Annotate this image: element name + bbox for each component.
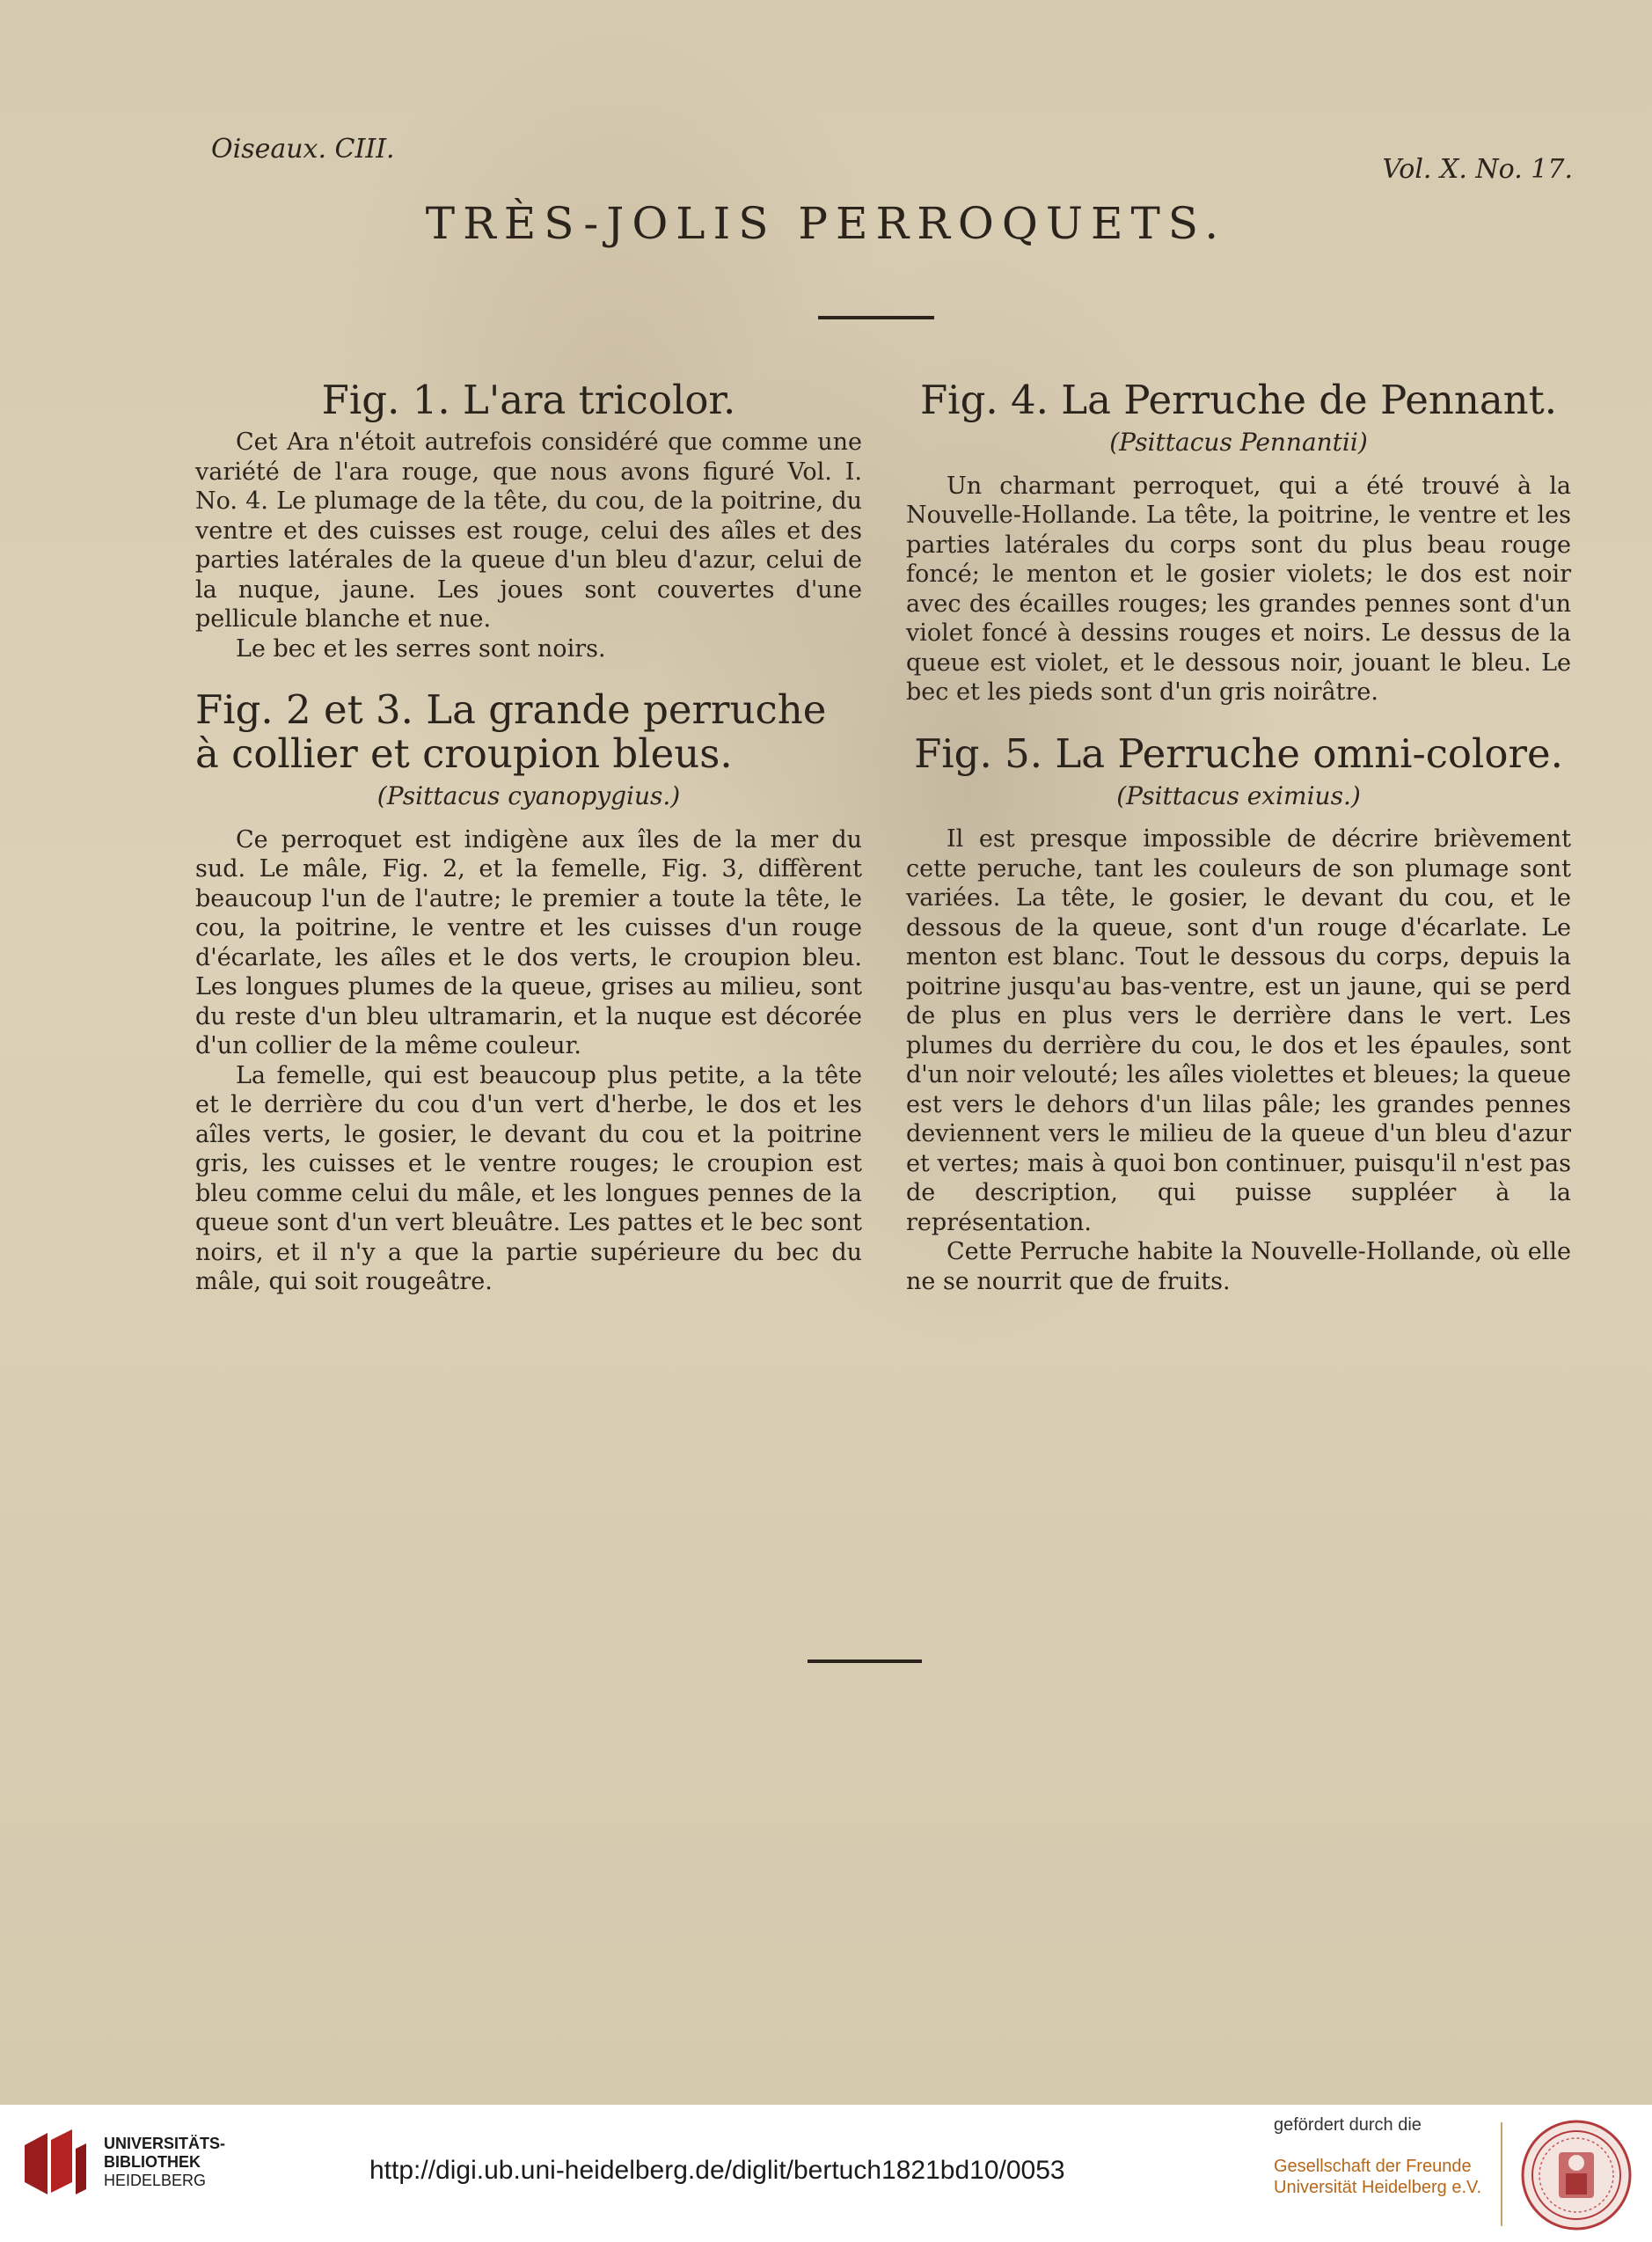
sponsor-name[interactable] [1274, 2156, 1481, 2198]
fig1-heading: Fig. 1. L'ara tricolor. [321, 377, 736, 423]
library-name-line2: BIBLIOTHEK [104, 2153, 201, 2171]
library-name-line1: UNIVERSITÄTS- [104, 2135, 226, 2152]
fig4-heading: Fig. 4. La Perruche de Pennant. [919, 377, 1558, 423]
section-label: Oiseaux. CIII. [211, 134, 395, 165]
footer-separator [1501, 2122, 1502, 2226]
fig23-paragraph: Ce perroquet est indigène aux îles de la mer du sud. Le mâle, Fig. 2, et la femelle, Fig. 3, diffèrent beaucoup l'un de l'autre; le premier a toute la tête, le cou, la poitrine, le ventre et les cuisses d'un rouge d'écarlate, les aîles et le dos verts, le croupion bleu. Les longues plumes de la queue, grises au milieu, sont du reste d'un bleu ultramarin, et la nuque est décorée d'un collier de la même couleur. [195, 825, 862, 1059]
fig23-latin-name: (Psittacus cyanopygius.) [376, 781, 681, 810]
page-title: TRÈS-JOLIS PERROQUETS. [425, 198, 1227, 249]
library-name-line3: HEIDELBERG [104, 2172, 207, 2189]
volume-number: Vol. X. No. 17. [1382, 154, 1573, 185]
fig4-paragraph: Un charmant perroquet, qui a été trouvé à la Nouvelle-Hollande. La tête, la poitrine, le ventre et les parties latérales du corps sont du plus beau rouge foncé; le menton et le gosier violets; le dos est noir avec des écailles rouges; les grandes pennes sont d'un violet foncé à dessins rouges et noirs. Le dessus de la queue est violet, et le dessous noir, jouant le bleu. Le bec et les pieds sont d'un gris noirâtre. [906, 472, 1571, 706]
sponsor-line2: Universität Heidelberg e.V. [1274, 2178, 1482, 2197]
library-name[interactable] [104, 2135, 225, 2190]
right-column [906, 370, 1571, 1296]
fig23-paragraph-2: La femelle, qui est beaucoup plus petite, a la tête et le derrière du cou d'un vert d'herbe, le dos et les aîles verts, le gosier, le devant du cou et la poitrine gris, les cuisses et le ventre rouges; le croupion est bleu comme celui du mâle, et les longues pennes de la queue sont d'un vert bleuâtre. Les pattes et le bec sont noirs, et il n'y a que la partie supérieure du bec du mâle, qui soit rougeâtre. [195, 1061, 862, 1295]
fig4-latin-name: (Psittacus Pennantii) [1109, 428, 1368, 457]
title-divider [818, 316, 934, 319]
university-seal-icon [1520, 2119, 1633, 2231]
left-column [195, 370, 862, 1297]
university-library-logo-icon[interactable] [18, 2128, 90, 2200]
permalink-url[interactable]: http://digi.ub.uni-heidelberg.de/diglit/bertuch1821bd10/0053 [369, 2156, 1065, 2185]
end-divider [808, 1660, 922, 1663]
fig23-heading: Fig. 2 et 3. La grande perruche à collier et croupion bleus. [195, 686, 827, 777]
fig5-paragraph: Il est presque impossible de décrire brièvement cette peruche, tant les couleurs de son plumage sont variées. La tête, le gosier, le devant du cou, et le dessous de la queue, sont d'un rouge d'écarlate. Le menton est blanc. Tout le dessous du corps, depuis la poitrine jusqu'au bas-ventre, est un jaune, qui se perd de plus en plus vers le derrière dans le vert. Les plumes du derrière du cou, le dos et les épaules, sont d'un noir velouté; les aîles violettes et bleues; la queue est vers le dehors d'un lilas pâle; les grandes pennes deviennent vers le milieu de la queue d'un bleu d'azur et vertes; mais à quoi bon continuer, puisqu'il n'est pas de description, qui puisse suppléer à la représentation. [906, 825, 1571, 1236]
footer-bar [0, 2105, 1652, 2242]
fig1-paragraph-2: Le bec et les serres sont noirs. [236, 634, 606, 663]
fig5-heading: Fig. 5. La Perruche omni-colore. [914, 729, 1563, 777]
fig5-paragraph-2: Cette Perruche habite la Nouvelle-Hollande, où elle ne se nourrit que de fruits. [906, 1238, 1571, 1295]
sponsor-prefix: gefördert durch die [1274, 2115, 1422, 2135]
fig1-paragraph: Cet Ara n'étoit autrefois considéré que comme une variété de l'ara rouge, que nous avons figuré Vol. I. No. 4. Le plumage de la tête, du cou, de la poitrine, du ventre et des cuisses est rouge, celui des aîles et des parties latérales de la queue d'un bleu d'azur, celui de la nuque, jaune. Les joues sont couvertes d'une pellicule blanche et nue. [195, 429, 862, 633]
fig5-latin-name: (Psittacus eximius.) [1116, 780, 1361, 810]
sponsor-line1: Gesellschaft der Freunde [1274, 2157, 1472, 2176]
